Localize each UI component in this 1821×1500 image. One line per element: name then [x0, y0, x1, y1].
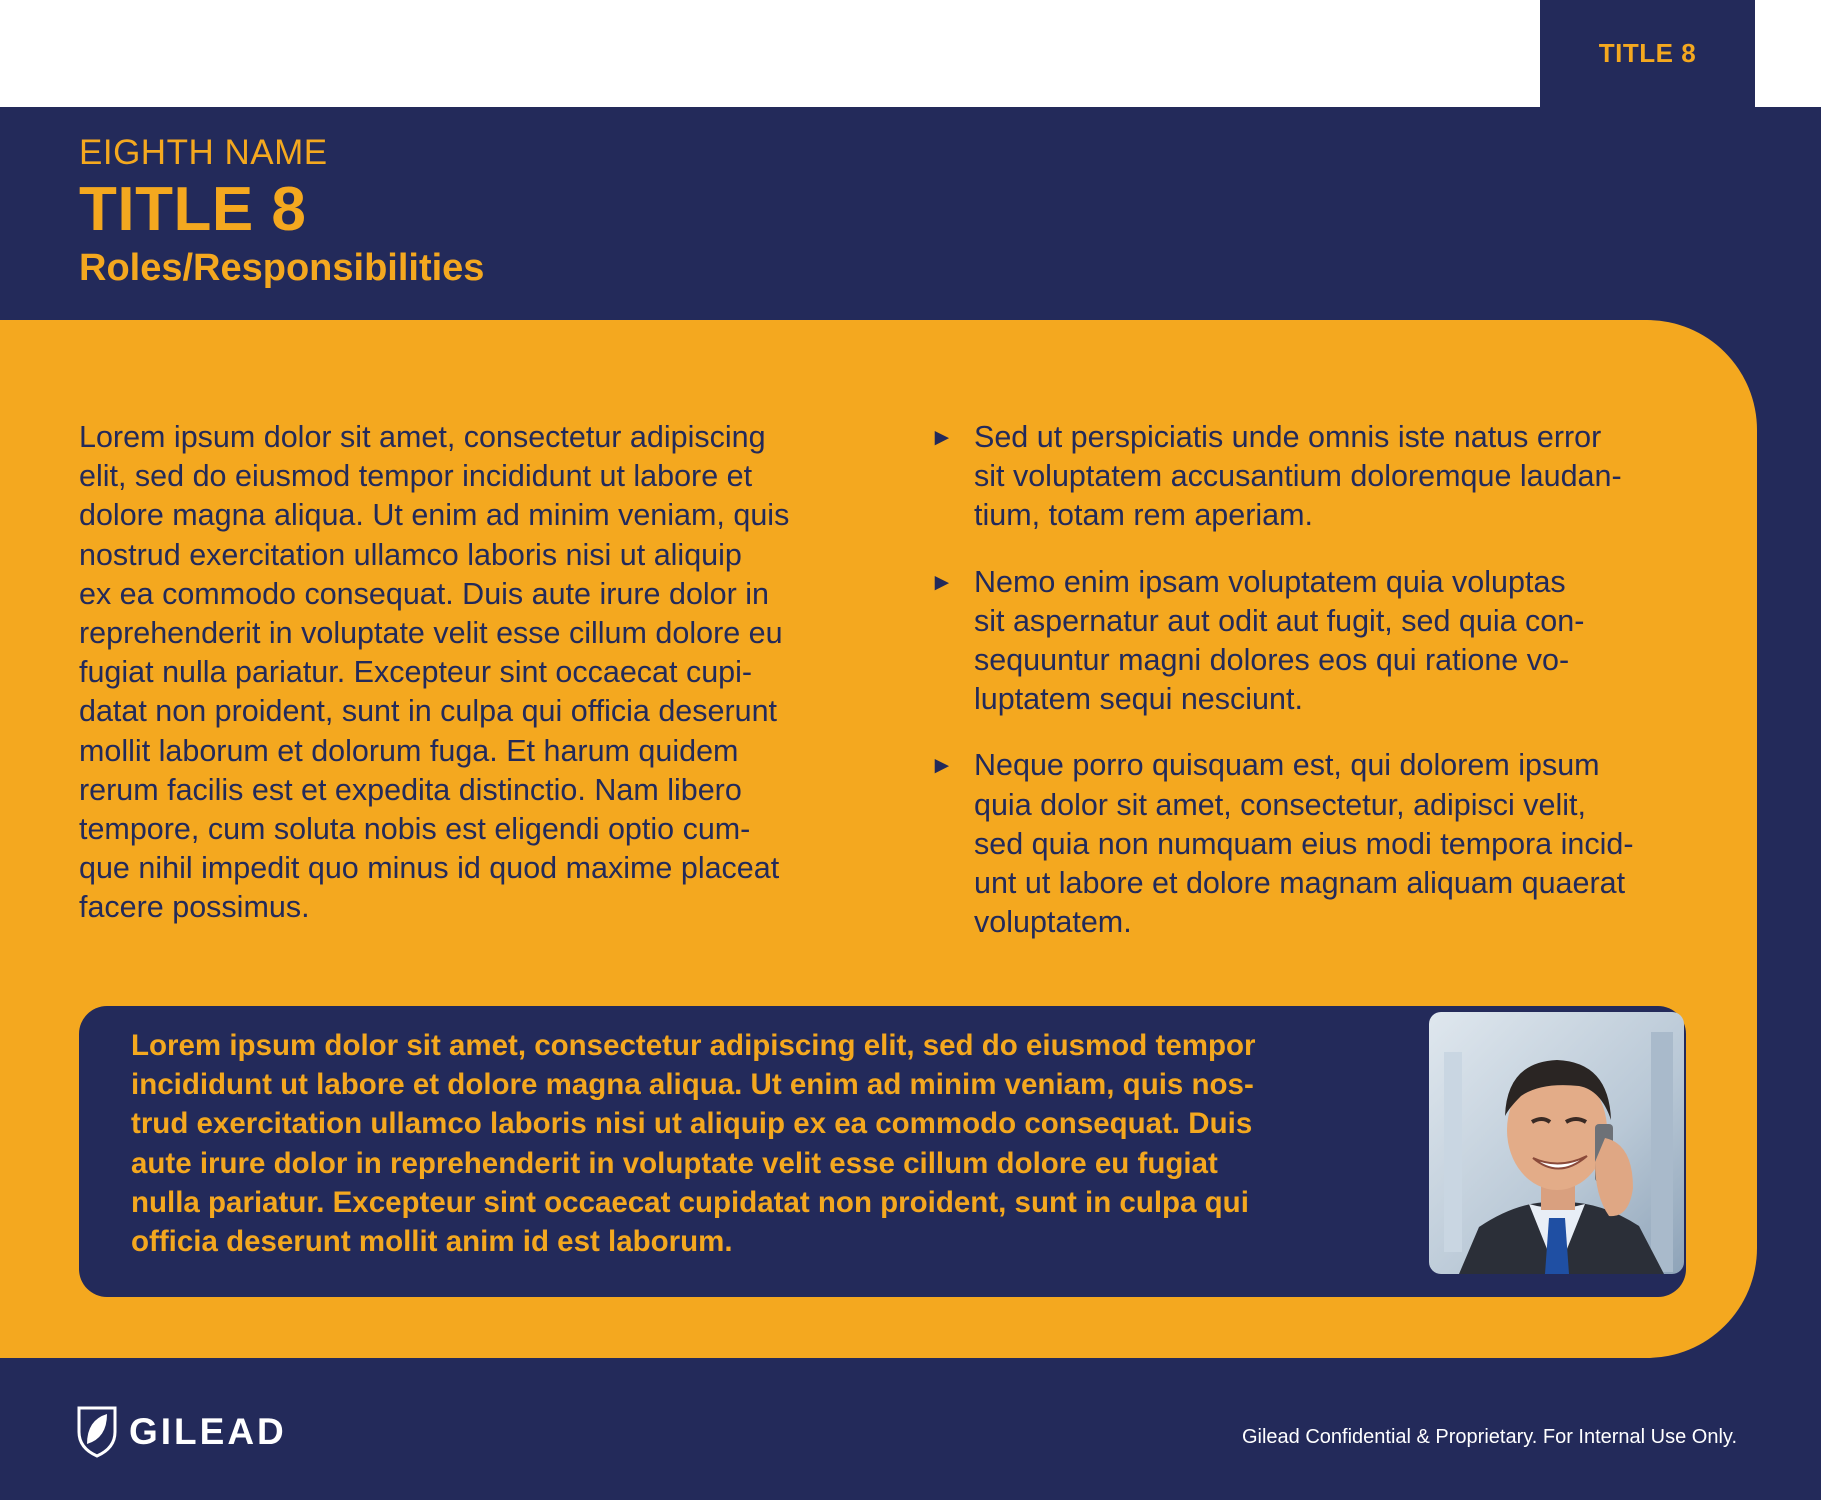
body-line: facere possimus.: [79, 890, 310, 925]
body-line: nostrud exercitation ullamco laboris nisi ut aliquip: [79, 537, 742, 572]
body-line: reprehenderit in voluptate velit esse cillum dolore eu: [79, 616, 783, 651]
callout-line: aute irure dolor in reprehenderit in voluptate velit esse cillum dolore eu fugiat: [131, 1146, 1218, 1180]
bullet-line: luptatem sequi nesciunt.: [974, 682, 1303, 717]
body-line: elit, sed do eiusmod tempor incididunt ut labore et: [79, 459, 753, 494]
body-line: rerum facilis est et expedita distinctio. Nam libero: [79, 772, 742, 807]
title-tab-label: TITLE 8: [1598, 38, 1697, 68]
gilead-logo: [77, 1406, 287, 1458]
callout-line: Lorem ipsum dolor sit amet, consectetur adipiscing elit, sed do eiusmod tempor: [131, 1029, 1256, 1062]
logo-text: GILEAD: [129, 1411, 287, 1452]
bullet-line: tium, totam rem aperiam.: [974, 498, 1313, 533]
page-header: [79, 133, 484, 291]
bullet-line: sit aspernatur aut odit aut fugit, sed quia con-: [974, 603, 1585, 638]
bullet-list: [928, 418, 1708, 969]
callout-box: [79, 1006, 1686, 1297]
businessman-photo: [1429, 1012, 1684, 1274]
bullet-line: Sed ut perspiciatis unde omnis iste natus error: [974, 420, 1602, 454]
bullet-item: [928, 418, 1708, 536]
businessman-on-phone-photo-icon: [1429, 1012, 1684, 1274]
triangle-arrow-icon: ►: [930, 424, 954, 451]
body-line: Lorem ipsum dolor sit amet, consectetur adipiscing: [79, 420, 766, 454]
body-line: fugiat nulla pariatur. Excepteur sint occaecat cupi-: [79, 655, 753, 690]
bullet-item: [928, 563, 1708, 720]
gilead-leaf-shield-icon: [77, 1406, 117, 1458]
body-paragraph: [79, 418, 859, 928]
bullet-line: Neque porro quisquam est, qui dolorem ipsum: [974, 748, 1600, 783]
bullet-line: voluptatem.: [974, 905, 1132, 940]
page-title: TITLE 8: [79, 175, 307, 244]
body-line: que nihil impedit quo minus id quod maxime placeat: [79, 851, 780, 886]
bullet-line: sit voluptatem accusantium doloremque laudan-: [974, 459, 1622, 494]
bullet-line: sed quia non numquam eius modi tempora incid-: [974, 826, 1634, 861]
bullet-item: [928, 746, 1708, 942]
callout-text: [131, 1026, 1431, 1261]
body-line: datat non proident, sunt in culpa qui officia deserunt: [79, 694, 778, 729]
callout-line: trud exercitation ullamco laboris nisi ut aliquip ex ea commodo consequat. Duis: [131, 1107, 1253, 1141]
callout-line: officia deserunt mollit anim id est laborum.: [131, 1225, 733, 1259]
callout-line: nulla pariatur. Excepteur sint occaecat cupidatat non proident, sunt in culpa qui: [131, 1185, 1249, 1219]
bullet-line: Nemo enim ipsam voluptatem quia voluptas: [974, 564, 1566, 599]
triangle-arrow-icon: ►: [930, 568, 954, 596]
body-line: dolore magna aliqua. Ut enim ad minim veniam, quis: [79, 498, 790, 533]
eyebrow-name: EIGHTH NAME: [79, 133, 328, 172]
bullet-line: sequuntur magni dolores eos qui ratione vo-: [974, 643, 1570, 678]
body-line: mollit laborum et dolorum fuga. Et harum quidem: [79, 733, 739, 768]
body-line: tempore, cum soluta nobis est eligendi optio cum-: [79, 812, 751, 847]
triangle-arrow-icon: ►: [930, 752, 954, 780]
title-tab: [1540, 0, 1755, 107]
footer-confidential-note: Gilead Confidential & Proprietary. For Internal Use Only.: [1241, 1426, 1737, 1448]
callout-line: incididunt ut labore et dolore magna aliqua. Ut enim ad minim veniam, quis nos-: [131, 1068, 1254, 1102]
bullet-line: unt ut labore et dolore magnam aliquam quaerat: [974, 866, 1626, 901]
bullet-line: quia dolor sit amet, consectetur, adipisci velit,: [974, 787, 1586, 822]
body-line: ex ea commodo consequat. Duis aute irure dolor in: [79, 576, 770, 611]
page-subtitle: Roles/Responsibilities: [79, 247, 485, 289]
